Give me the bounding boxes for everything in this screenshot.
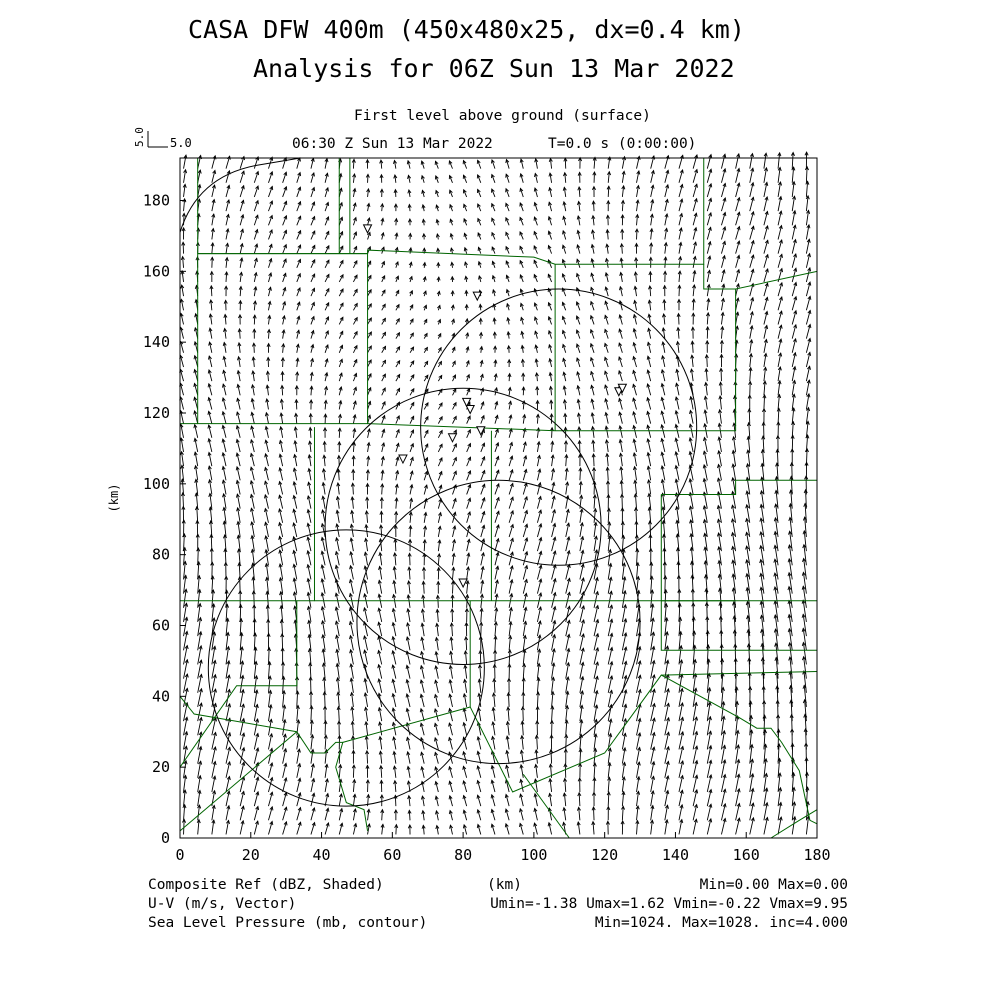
boundary-line — [198, 158, 704, 264]
wind-vector — [509, 650, 510, 664]
y-tick-label: 80 — [151, 545, 170, 564]
wind-vectors — [180, 152, 811, 834]
range-ring — [208, 530, 484, 806]
footer-wind-range: Umin=-1.38 Umax=1.62 Vmin=-0.22 Vmax=9.95 — [490, 896, 848, 912]
wind-vector — [438, 595, 439, 607]
y-axis-label: (km) — [107, 483, 121, 513]
station-marker — [459, 579, 467, 587]
footer-reflectivity-label: Composite Ref (dBZ, Shaded) — [148, 877, 384, 893]
y-tick-label: 60 — [151, 616, 170, 635]
reference-vector — [133, 127, 192, 150]
x-tick-label: 40 — [312, 846, 331, 864]
wind-vector — [523, 678, 524, 693]
wind-vector — [792, 435, 793, 452]
wind-vector — [552, 706, 553, 721]
x-tick-label: 60 — [383, 846, 402, 864]
wind-vector — [566, 735, 567, 750]
wind-vector — [764, 395, 765, 410]
footer-wind-label: U-V (m/s, Vector) — [148, 896, 297, 912]
wind-vector — [593, 807, 594, 820]
y-tick-label: 100 — [142, 474, 170, 493]
wind-vector — [580, 749, 581, 764]
wind-vector — [749, 409, 750, 424]
wind-vector — [338, 707, 339, 721]
chart-title-line2: Analysis for 06Z Sun 13 Mar 2022 — [253, 54, 735, 83]
x-tick-label: 160 — [732, 846, 760, 864]
level-label: First level above ground (surface) — [354, 108, 651, 124]
y-tick-label: 140 — [142, 333, 170, 352]
wind-vector — [466, 637, 467, 650]
wind-vector — [622, 522, 623, 537]
elapsed-time-label: T=0.0 s (0:00:00) — [548, 136, 697, 152]
ref-vector-label: 5.0 — [170, 136, 192, 150]
footer-reflectivity-range: Min=0.00 Max=0.00 — [699, 877, 848, 893]
x-tick-label: 20 — [241, 846, 260, 864]
boundary-line — [180, 732, 297, 831]
wind-vector — [283, 677, 284, 693]
wind-vector — [367, 751, 368, 764]
wind-vector — [608, 508, 609, 522]
x-tick-label: 180 — [803, 846, 831, 864]
wind-vector — [508, 693, 509, 707]
wind-vector — [325, 692, 326, 707]
y-tick-label: 20 — [151, 758, 170, 777]
wind-vector — [311, 706, 312, 721]
y-tick-label: 160 — [142, 262, 170, 281]
boundary-line — [661, 494, 817, 650]
station-markers — [364, 225, 627, 587]
wind-vector — [778, 408, 779, 423]
chart-title-line1: CASA DFW 400m (450x480x25, dx=0.4 km) — [188, 15, 745, 44]
wind-vector — [452, 581, 453, 593]
ref-vector-label-rotated: 5.0 — [133, 127, 146, 147]
wind-vector — [211, 535, 212, 552]
x-tick-label: 140 — [661, 846, 689, 864]
x-tick-label: 80 — [454, 846, 473, 864]
y-tick-label: 180 — [142, 191, 170, 210]
wind-vector — [310, 663, 311, 679]
footer-pressure-label: Sea Level Pressure (mb, contour) — [148, 915, 428, 931]
y-tick-label: 0 — [160, 829, 170, 847]
wind-vector — [637, 549, 638, 565]
footer-pressure-range: Min=1024. Max=1028. inc=4.000 — [594, 915, 848, 931]
wind-vector — [551, 750, 552, 764]
x-tick-label: 100 — [520, 846, 548, 864]
wind-vector — [763, 436, 764, 452]
station-marker — [448, 434, 456, 442]
wind-vector — [806, 167, 807, 183]
wind-vector — [480, 651, 481, 665]
footer-x-axis-label: (km) — [487, 877, 522, 893]
x-tick-label: 0 — [175, 846, 185, 864]
station-marker — [466, 405, 474, 413]
station-marker — [399, 455, 407, 463]
wind-vector — [608, 792, 609, 806]
boundary-line — [661, 672, 817, 676]
wind-vector — [721, 341, 722, 353]
wind-vector — [537, 692, 538, 707]
wind-vector — [353, 765, 354, 778]
station-marker — [473, 292, 481, 300]
wind-vector — [297, 691, 298, 707]
wind-vector — [537, 735, 538, 749]
wind-vector — [636, 508, 637, 523]
station-marker — [364, 225, 372, 233]
wind-vector — [282, 634, 283, 650]
x-tick-label: 120 — [591, 846, 619, 864]
wind-vector — [593, 454, 594, 466]
y-tick-label: 40 — [151, 687, 170, 706]
valid-time-label: 06:30 Z Sun 13 Mar 2022 — [292, 136, 493, 152]
boundary-line — [771, 810, 817, 838]
boundary-line — [180, 601, 297, 767]
boundary-line — [523, 774, 569, 838]
wind-vector — [792, 153, 793, 169]
wind-vector — [495, 636, 496, 650]
y-tick-label: 120 — [142, 404, 170, 422]
